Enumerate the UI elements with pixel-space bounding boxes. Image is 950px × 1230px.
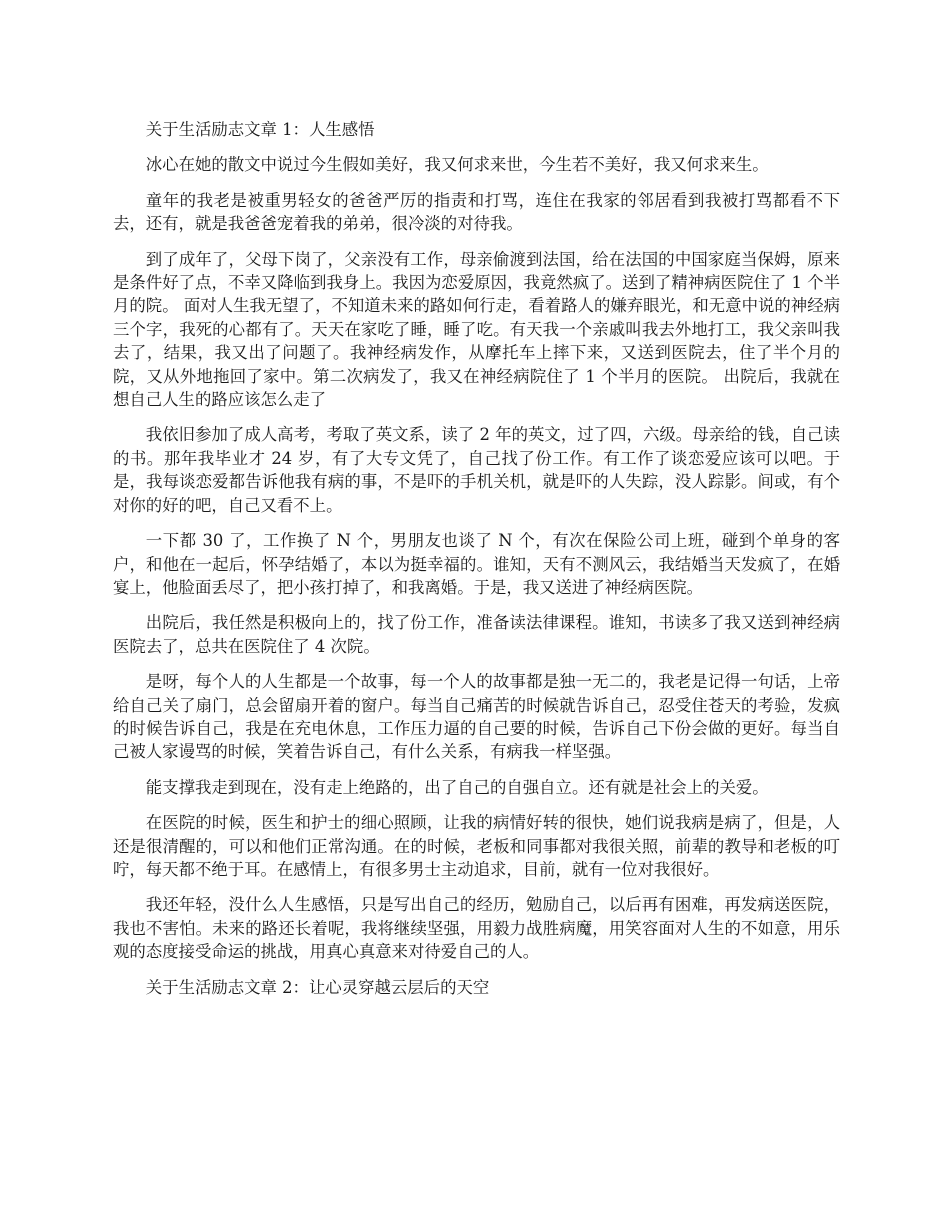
paragraph-9: 在医院的时候，医生和护士的细心照顾，让我的病情好转的很快，她们说我病是病了，但是，人还是很清醒的，可以和他们正常沟通。在的时候，老板和同事都对我很关照，前辈的教导和老板的叮咛，每天都不绝于耳。在感情上，有很多男士主动追求，目前，就有一位对我很好。 xyxy=(113,813,840,879)
paragraph-6: 出院后，我任然是积极向上的，找了份工作，准备读法律课程。谁知，书读多了我又送到神经病医院去了，总共在医院住了 4 次院。 xyxy=(113,613,840,656)
paragraph-8: 能支撑我走到现在，没有走上绝路的，出了自己的自强自立。还有就是社会上的关爱。 xyxy=(145,777,769,797)
paragraph-4: 我依旧参加了成人高考，考取了英文系，读了 2 年的英文，过了四，六级。母亲给的钱，自己读的书。那年我毕业才 24 岁，有了大专文凭了，自己找了份工作。有工作了谈恋爱应该可以吧。于是，我每谈恋爱都告诉他我有病的事，不是吓的手机关机，就是吓的人失踪，没人踪影。间或，有个对你的好的吧，自己又看不上。 xyxy=(113,425,840,515)
paragraph-2: 童年的我老是被重男轻女的爸爸严厉的指责和打骂，连住在我家的邻居看到我被打骂都看不下去，还有，就是我爸爸宠着我的弟弟，很冷淡的对待我。 xyxy=(113,190,840,234)
paragraph-7: 是呀，每个人的人生都是一个故事，每一个人的故事都是独一无二的，我老是记得一句话，上帝给自己关了扇门，总会留扇开着的窗户。每当自己痛苦的时候就告诉自己，忍受住苍天的考验，发疯的时候告诉自己，我是在充电休息，工作压力逼的自己要的时候，告诉自己下份会做的更好。每当自己被人家谩骂的时候，笑着告诉自己，有什么关系，有病我一样坚强。 xyxy=(113,672,840,762)
document-body xyxy=(113,118,840,1011)
article-2-heading: 关于生活励志文章 2：让心灵穿越云层后的天空 xyxy=(145,977,490,997)
paragraph-5: 一下都 30 了，工作换了 N 个，男朋友也谈了 N 个，有次在保险公司上班，碰到个单身的客户，和他在一起后，怀孕结婚了，本以为挺幸福的。谁知，天有不测风云，我结婚当天发疯了，在婚宴上，他脸面丢尽了，把小孩打掉了，和我离婚。于是，我又送进了神经病医院。 xyxy=(113,531,840,597)
paragraph-3: 到了成年了，父母下岗了，父亲没有工作，母亲偷渡到法国，给在法国的中国家庭当保姆，原来是条件好了点，不幸又降临到我身上。我因为恋爱原因，我竟然疯了。送到了精神病医院住了 1 个半月的院。 面对人生我无望了，不知道未来的路如何行走，看着路人的嫌弃眼光，和无意中说的神经病三个字，我死的心都有了。天天在家吃了睡，睡了吃。有天我一个亲戚叫我去外地打工，我父亲叫我去了，结果，我又出了问题了。我神经病发作，从摩托车上摔下来，又送到医院去，住了半个月的院，又从外地拖回了家中。第二次病发了，我又在神经病院住了 1 个半月的医院。 出院后，我就在想自己人生的路应该怎么走了 xyxy=(113,249,840,410)
paragraph-1: 冰心在她的散文中说过今生假如美好，我又何求来世，今生若不美好，我又何求来生。 xyxy=(145,155,769,175)
article-1-heading: 关于生活励志文章 1：人生感悟 xyxy=(145,120,375,139)
paragraph-10: 我还年轻，没什么人生感悟，只是写出自己的经历，勉励自己，以后再有困难，再发病送医院，我也不害怕。未来的路还长着呢，我将继续坚强，用毅力战胜病魔，用笑容面对人生的不如意，用乐观的态度接受命运的挑战，用真心真意来对待爱自己的人。 xyxy=(113,895,840,962)
